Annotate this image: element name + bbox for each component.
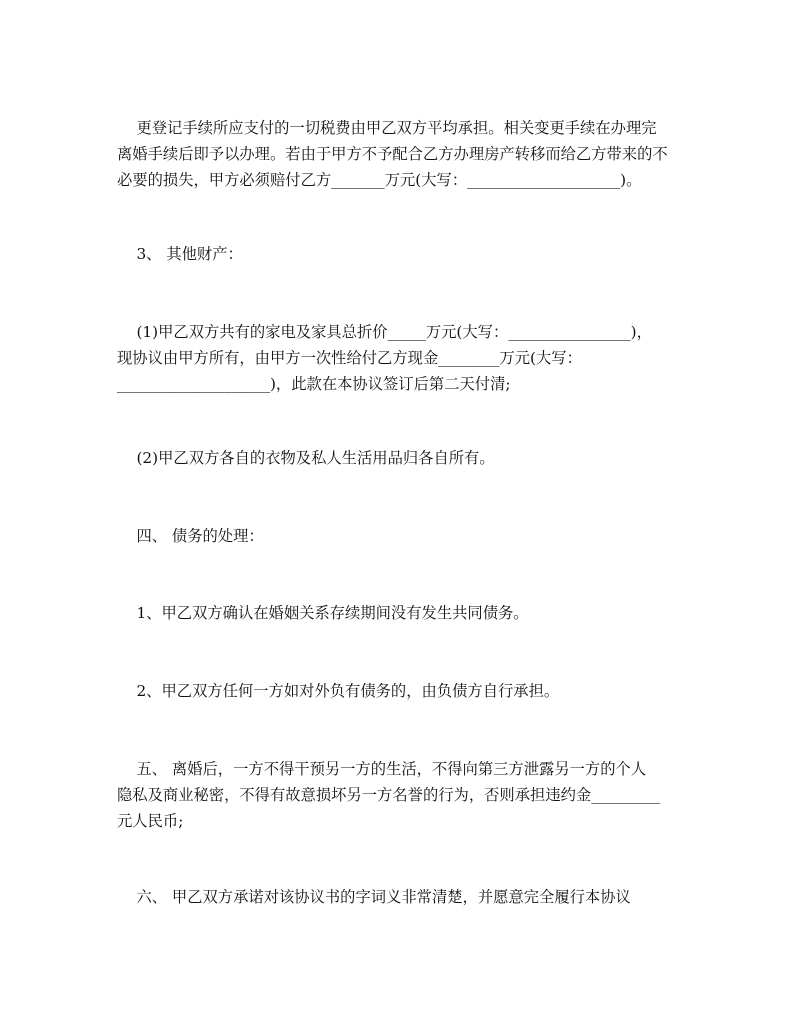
text-line: ____________________)，此款在本协议签订后第二天付清;	[117, 375, 511, 393]
text-line: 六、 甲乙双方承诺对该协议书的字词义非常清楚，并愿意完全履行本协议	[117, 888, 631, 906]
text-line: 2、甲乙双方任何一方如对外负有债务的，由负债方自行承担。	[117, 682, 560, 700]
text-line: 1、甲乙双方确认在婚姻关系存续期间没有发生共同债务。	[117, 604, 529, 622]
text-line: 3、 其他财产：	[117, 245, 243, 263]
paragraph-individual-debt	[117, 678, 677, 704]
text-line: (1)甲乙双方共有的家电及家具总折价_____万元(大写：________________)，	[117, 323, 652, 341]
paragraph-commitment-clause	[117, 884, 677, 910]
text-line: 必要的损失，甲方必须赔付乙方_______万元(大写：____________________)。	[117, 171, 642, 189]
text-line: 隐私及商业秘密，不得有故意损坏另一方名誉的行为，否则承担违约金_________	[117, 786, 661, 804]
paragraph-no-joint-debt	[117, 600, 677, 626]
paragraph-debt-heading	[117, 523, 677, 549]
text-line: 元人民币;	[117, 812, 184, 830]
paragraph-personal-items	[117, 445, 677, 471]
text-line: 四、 债务的处理：	[117, 527, 264, 545]
text-line: 离婚手续后即予以办理。若由于甲方不予配合乙方办理房产转移而给乙方带来的不	[117, 145, 668, 163]
paragraph-transfer-fees	[117, 115, 677, 193]
text-line: 五、 离婚后，一方不得干预另一方的生活，不得向第三方泄露另一方的个人	[117, 760, 647, 778]
paragraph-appliances	[117, 319, 677, 397]
text-line: 现协议由甲方所有，由甲方一次性给付乙方现金________万元(大写：	[117, 349, 582, 367]
paragraph-privacy-clause	[117, 756, 677, 834]
paragraph-other-property-heading	[117, 241, 677, 267]
text-line: 更登记手续所应支付的一切税费由甲乙双方平均承担。相关变更手续在办理完	[117, 119, 657, 137]
text-line: (2)甲乙双方各自的衣物及私人生活用品归各自所有。	[117, 449, 495, 467]
